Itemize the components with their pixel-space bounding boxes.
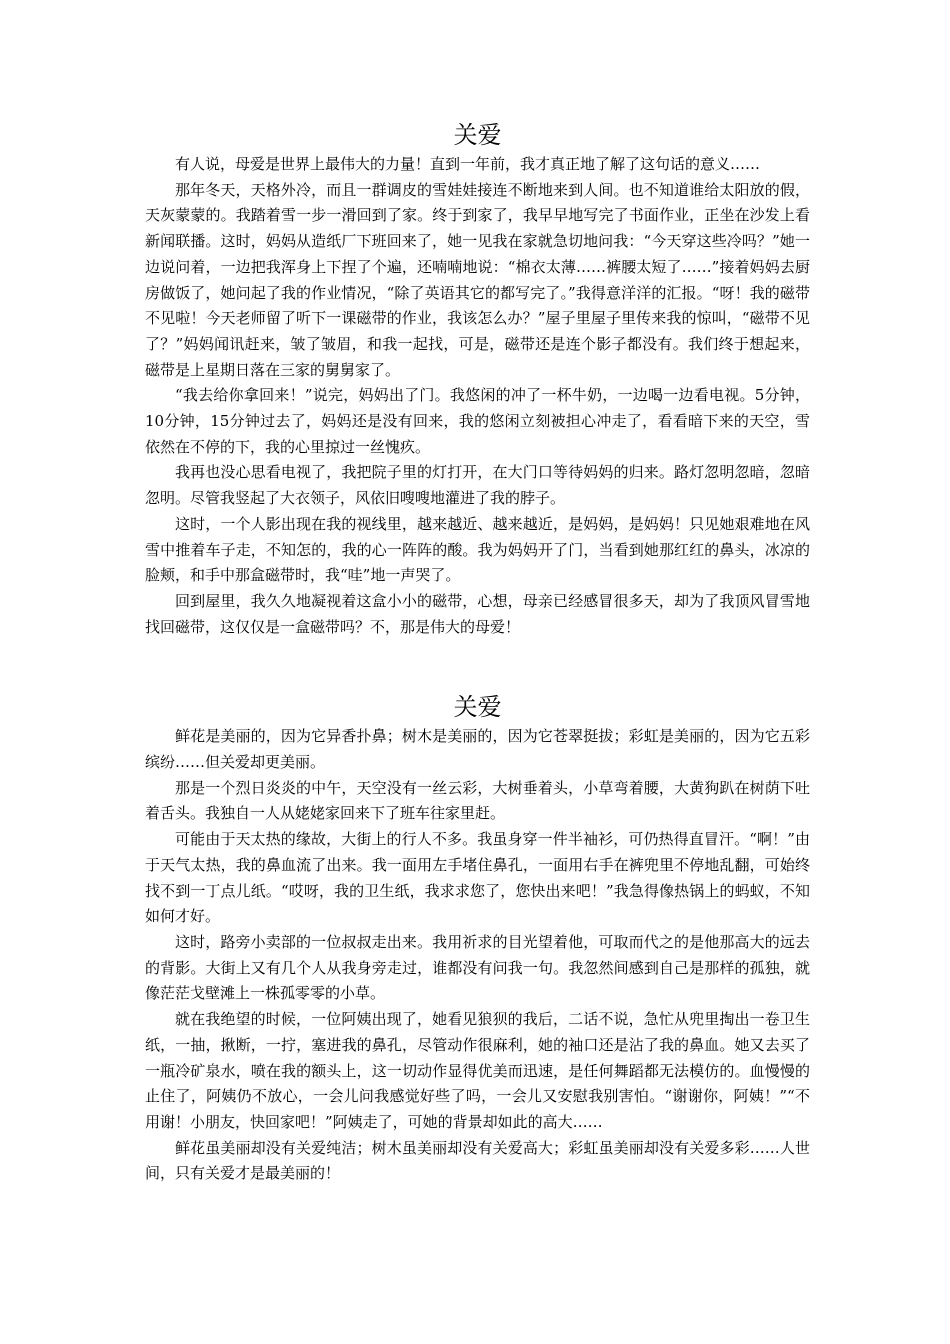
essay-1-title: 关爱 xyxy=(453,121,502,149)
essay-2-paragraph-5: 就在我绝望的时候，一位阿姨出现了，她看见狼狈的我后，二话不说，急忙从兜里掏出一卷卫生纸，一抽，揪断，一拧，塞进我的鼻孔，尽管动作很麻利，她的袖口还是沾了我的鼻血。她又去买了一瓶冷矿泉水，喷在我的额头上，这一切动作显得优美而迅速，是任何舞蹈都无法模仿的。血慢慢的止住了，阿姨仍不放心，一会儿问我感觉好些了吗，一会儿又安慰我别害怕。“谢谢你，阿姨！”“不用谢！小朋友，快回家吧！”阿姨走了，可她的背景却如此的高大…… xyxy=(145,1010,810,1131)
essay-2-paragraph-6: 鲜花虽美丽却没有关爱纯洁；树木虽美丽却没有关爱高大；彩虹虽美丽却没有关爱多彩……人世间，只有关爱才是最美丽的！ xyxy=(145,1138,810,1183)
essay-1-paragraph-4: 我再也没心思看电视了，我把院子里的灯打开，在大门口等待妈妈的归来。路灯忽明忽暗，忽暗忽明。尽管我竖起了大衣领子，风依旧嗖嗖地灌进了我的脖子。 xyxy=(145,463,810,508)
essay-1-paragraph-3: “我去给你拿回来！”说完，妈妈出了门。我悠闲的冲了一杯牛奶，一边喝一边看电视。5分钟，10分钟，15分钟过去了，妈妈还是没有回来，我的悠闲立刻被担心冲走了，看看暗下来的天空，雪依然在不停的下，我的心里掠过一丝愧疚。 xyxy=(145,386,810,456)
essay-2-paragraph-4: 这时，路旁小卖部的一位叔叔走出来。我用祈求的目光望着他，可取而代之的是他那高大的远去的背影。大街上又有几个人从我身旁走过，谁都没有问我一句。我忽然间感到自己是那样的孤独，就像茫茫戈壁滩上一株孤零零的小草。 xyxy=(145,932,810,1003)
essay-1-paragraph-5: 这时，一个人影出现在我的视线里，越来越近、越来越近，是妈妈，是妈妈！只见她艰难地在风雪中推着车子走，不知怎的，我的心一阵阵的酸。我为妈妈开了门，当看到她那红红的鼻头，冰凉的脸颊，和手中那盒磁带时，我“哇”地一声哭了。 xyxy=(145,514,810,585)
essay-1-paragraph-6: 回到屋里，我久久地凝视着这盒小小的磁带，心想，母亲已经感冒很多天，却为了我顶风冒雪地找回磁带，这仅仅是一盒磁带吗？不，那是伟大的母爱！ xyxy=(145,591,810,636)
essay-1-paragraph-2: 那年冬天，天格外冷，而且一群调皮的雪娃娃接连不断地来到人间。也不知道谁给太阳放的假，天灰蒙蒙的。我踏着雪一步一滑回到了家。终于到家了，我早早地写完了书面作业，正坐在沙发上看新闻联播。这时，妈妈从造纸厂下班回来了，她一见我在家就急切地问我：“今天穿这些冷吗？”她一边说问着，一边把我浑身上下捏了个遍，还喃喃地说：“棉衣太薄……裤腰太短了……”接着妈妈去厨房做饭了，她问起了我的作业情况，“除了英语其它的都写完了。”我得意洋洋的汇报。“呀！我的磁带不见啦！今天老师留了听下一课磁带的作业，我该怎么办？”屋子里屋子里传来我的惊叫，“磁带不见了？”妈妈闻讯赶来，皱了皱眉，和我一起找，可是，磁带还是连个影子都没有。我们终于想起来，磁带是上星期日落在三家的舅舅家了。 xyxy=(145,180,810,379)
section-gap xyxy=(145,640,810,690)
essay-2-title: 关爱 xyxy=(453,693,502,722)
essay-2-paragraph-2: 那是一个烈日炎炎的中午，天空没有一丝云彩，大树垂着头，小草弯着腰，大黄狗趴在树荫下吐着舌头。我独自一人从姥姥家回来下了班车往家里赶。 xyxy=(145,778,810,823)
essay-2-paragraph-1: 鲜花是美丽的，因为它异香扑鼻；树木是美丽的，因为它苍翠挺拔；彩虹是美丽的，因为它五彩缤纷……但关爱却更美丽。 xyxy=(145,727,810,772)
essay-1 xyxy=(145,118,810,640)
essay-1-paragraph-1: 有人说，母爱是世界上最伟大的力量！直到一年前，我才真正地了解了这句话的意义…… xyxy=(175,155,761,173)
essay-2-paragraph-3: 可能由于天太热的缘故，大街上的行人不多。我虽身穿一件半袖衫，可仍热得直冒汗。“啊！”由于天气太热，我的鼻血流了出来。我一面用左手堵住鼻孔，一面用右手在裤兜里不停地乱翻，可始终找不到一丁点儿纸。“哎呀，我的卫生纸，我求求您了，您快出来吧！”我急得像热锅上的蚂蚁，不知如何才好。 xyxy=(145,830,810,926)
document-page xyxy=(145,118,810,1187)
essay-2 xyxy=(145,690,810,1187)
